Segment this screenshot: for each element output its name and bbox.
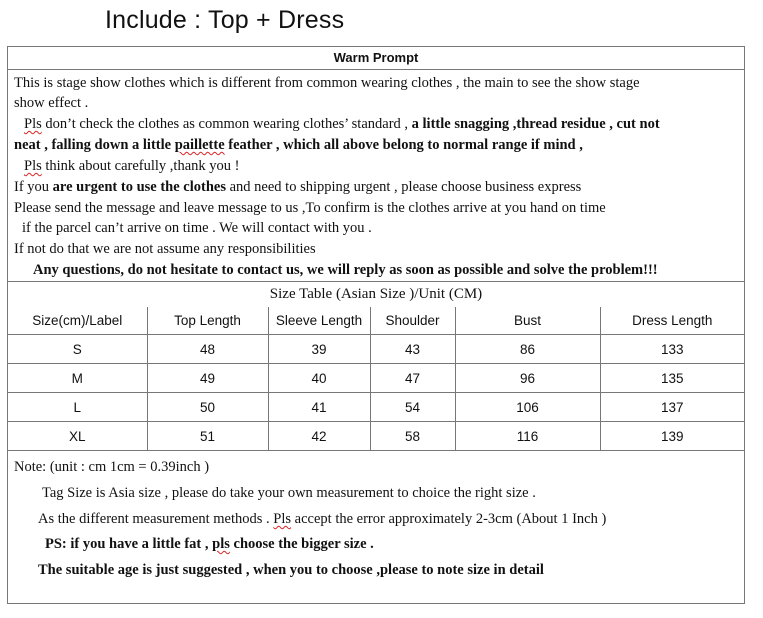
table-row (8, 393, 744, 422)
table-cell: S (8, 335, 147, 364)
table-cell: 116 (455, 422, 600, 451)
table-row (8, 335, 744, 364)
column-header: Bust (455, 307, 600, 335)
table-cell: 133 (600, 335, 744, 364)
table-header-row (8, 307, 744, 335)
table-cell: 139 (600, 422, 744, 451)
warm-line-3: Pls don’t check the clothes as common wearing clothes’ standard , a little snagging ,thread residue , cut not (24, 116, 660, 132)
info-sheet (7, 46, 745, 604)
warm-line-7: Please send the message and leave message to us ,To confirm is the clothes arrive at you hand on time (14, 200, 606, 216)
column-header: Shoulder (370, 307, 455, 335)
table-cell: 48 (147, 335, 268, 364)
warm-line-6: If you are urgent to use the clothes and need to shipping urgent , please choose business express (14, 179, 582, 195)
note-line-2: Tag Size is Asia size , please do take your own measurement to choice the right size . (42, 485, 536, 501)
table-cell: 47 (370, 364, 455, 393)
note-line-1: Note: (unit : cm 1cm = 0.39inch ) (14, 459, 210, 475)
table-cell: XL (8, 422, 147, 451)
warm-line-9: If not do that we are not assume any responsibilities (14, 241, 316, 257)
table-cell: 106 (455, 393, 600, 422)
table-cell: 135 (600, 364, 744, 393)
note-line-4: PS: if you have a little fat , pls choose the bigger size . (45, 536, 374, 552)
warm-line-8: if the parcel can’t arrive on time . We will contact with you . (22, 220, 372, 236)
table-cell: M (8, 364, 147, 393)
column-header: Dress Length (600, 307, 744, 335)
column-header: Sleeve Length (268, 307, 370, 335)
table-cell: 96 (455, 364, 600, 393)
size-table (8, 307, 744, 451)
table-cell: 50 (147, 393, 268, 422)
warm-line-2: show effect . (14, 95, 89, 111)
table-cell: 40 (268, 364, 370, 393)
divider (8, 69, 744, 70)
note-line-5: The suitable age is just suggested , when you to choose ,please to note size in detail (38, 562, 544, 578)
column-header: Size(cm)/Label (8, 307, 147, 335)
warm-prompt-heading: Warm Prompt (333, 50, 419, 65)
table-cell: 58 (370, 422, 455, 451)
warm-line-10: Any questions, do not hesitate to contact us, we will reply as soon as possible and solve the problem!!! (33, 262, 658, 278)
table-cell: 43 (370, 335, 455, 364)
warm-line-4: neat , falling down a little paillette feather , which all above belong to normal range if mind , (14, 137, 583, 153)
table-cell: 54 (370, 393, 455, 422)
page-title: Include : Top + Dress (105, 6, 345, 34)
table-cell: L (8, 393, 147, 422)
table-cell: 42 (268, 422, 370, 451)
size-table-title: Size Table (Asian Size )/Unit (CM) (269, 286, 483, 302)
table-cell: 49 (147, 364, 268, 393)
table-cell: 39 (268, 335, 370, 364)
table-cell: 86 (455, 335, 600, 364)
table-cell: 137 (600, 393, 744, 422)
note-line-3: As the different measurement methods . Pls accept the error approximately 2-3cm (About 1 Inch ) (38, 511, 607, 527)
table-cell: 51 (147, 422, 268, 451)
warm-line-1: This is stage show clothes which is different from common wearing clothes , the main to see the show stage (14, 75, 640, 91)
warm-line-5: Pls think about carefully ,thank you ! (24, 158, 240, 174)
table-row (8, 364, 744, 393)
table-row (8, 422, 744, 451)
table-cell: 41 (268, 393, 370, 422)
column-header: Top Length (147, 307, 268, 335)
